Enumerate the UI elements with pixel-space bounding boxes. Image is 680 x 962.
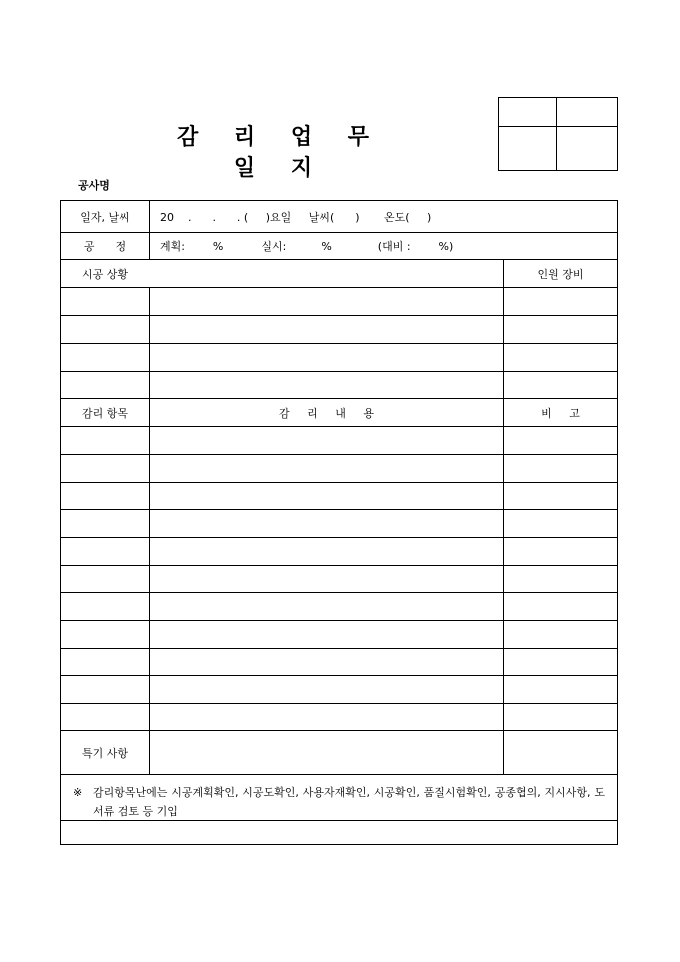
approval-cell[interactable] — [557, 127, 617, 170]
construction-cell[interactable] — [503, 344, 617, 371]
supervision-cell[interactable] — [503, 704, 617, 730]
log-sheet — [60, 200, 618, 845]
construction-cell[interactable] — [149, 344, 503, 371]
construction-cell[interactable] — [149, 372, 503, 398]
supervision-cell[interactable] — [149, 510, 503, 537]
construction-cell[interactable] — [61, 288, 149, 315]
construction-cell[interactable] — [149, 316, 503, 343]
supervision-cell[interactable] — [149, 593, 503, 620]
special-remarks-side[interactable] — [503, 731, 617, 774]
construction-cell[interactable] — [503, 372, 617, 398]
remarks-label: 비 고 — [503, 399, 617, 426]
construction-cell[interactable] — [503, 316, 617, 343]
instruction-note — [73, 783, 605, 821]
approval-cell[interactable] — [499, 98, 557, 127]
supervision-cell[interactable] — [149, 621, 503, 648]
reference-mark-icon: ※ — [73, 786, 83, 799]
supervision-cell[interactable] — [149, 483, 503, 509]
construction-header-row — [61, 259, 617, 287]
supervision-cell[interactable] — [503, 621, 617, 648]
supervision-cell[interactable] — [149, 676, 503, 703]
supervision-cell[interactable] — [61, 649, 149, 675]
construction-row — [61, 315, 617, 343]
supervision-cell[interactable] — [149, 455, 503, 482]
note-text: 감리항목난에는 시공계획확인, 시공도확인, 사용자재확인, 시공확인, 품질시험확인, 공종협의, 지시사항, 도서류 검토 등 기입 — [93, 786, 605, 818]
supervision-row — [61, 482, 617, 509]
process-row — [61, 232, 617, 259]
supervision-cell[interactable] — [61, 427, 149, 454]
supervision-cell[interactable] — [503, 427, 617, 454]
supervision-row — [61, 648, 617, 675]
construction-cell[interactable] — [149, 288, 503, 315]
construction-row — [61, 287, 617, 315]
supervision-row — [61, 426, 617, 454]
supervision-row — [61, 675, 617, 703]
personnel-equipment-label: 인원 장비 — [503, 260, 617, 287]
special-remarks-row — [61, 730, 617, 774]
supervision-cell[interactable] — [149, 427, 503, 454]
construction-row — [61, 343, 617, 371]
supervision-cell[interactable] — [503, 538, 617, 565]
supervision-cell[interactable] — [61, 566, 149, 592]
special-remarks-label: 특기 사항 — [81, 746, 128, 760]
date-row — [61, 201, 617, 232]
supervision-cell[interactable] — [61, 538, 149, 565]
supervision-row — [61, 592, 617, 620]
process-field[interactable] — [149, 233, 617, 259]
supervision-row — [61, 509, 617, 537]
supervision-row — [61, 454, 617, 482]
supervision-content-label: 감 리 내 용 — [149, 399, 503, 426]
date-weather-field[interactable]: 20 . . . ( )요일 날씨( ) 온도( ) — [149, 201, 617, 232]
supervision-row — [61, 565, 617, 592]
approval-box — [498, 97, 618, 171]
approval-cell[interactable] — [557, 98, 617, 127]
special-remarks-field[interactable] — [149, 731, 503, 774]
supervision-cell[interactable] — [149, 566, 503, 592]
bottom-blank-row[interactable] — [61, 820, 617, 844]
process-label: 공 정 — [83, 240, 127, 253]
supervision-cell[interactable] — [61, 676, 149, 703]
supervision-cell[interactable] — [61, 483, 149, 509]
supervision-cell[interactable] — [149, 538, 503, 565]
supervision-cell[interactable] — [61, 455, 149, 482]
supervision-cell[interactable] — [503, 676, 617, 703]
construction-cell[interactable] — [61, 344, 149, 371]
supervision-item-label: 감리 항목 — [81, 406, 128, 420]
construction-cell[interactable] — [503, 288, 617, 315]
approval-cell[interactable] — [499, 127, 557, 170]
plan-percent: 계획: % — [160, 240, 224, 253]
supervision-cell[interactable] — [503, 566, 617, 592]
construction-cell[interactable] — [61, 316, 149, 343]
supervision-cell[interactable] — [61, 621, 149, 648]
supervision-cell[interactable] — [61, 704, 149, 730]
supervision-cell[interactable] — [61, 593, 149, 620]
note-row — [61, 774, 617, 820]
date-label: 일자, 날씨 — [80, 210, 130, 224]
supervision-cell[interactable] — [503, 649, 617, 675]
construction-header-blank — [149, 260, 503, 287]
supervision-cell[interactable] — [149, 649, 503, 675]
supervision-cell[interactable] — [61, 510, 149, 537]
project-name-label: 공사명 — [78, 179, 110, 192]
supervision-cell[interactable] — [503, 593, 617, 620]
ratio-percent: (대비 : %) — [377, 240, 454, 253]
actual-percent: 실시: % — [261, 240, 332, 253]
construction-status-label: 시공 상황 — [81, 267, 128, 281]
document-title: 감 리 업 무 일 지 — [177, 124, 383, 181]
construction-cell[interactable] — [61, 372, 149, 398]
supervision-header-row — [61, 398, 617, 426]
construction-row — [61, 371, 617, 398]
supervision-row — [61, 620, 617, 648]
supervision-cell[interactable] — [503, 510, 617, 537]
supervision-row — [61, 703, 617, 730]
supervision-cell[interactable] — [503, 483, 617, 509]
supervision-cell[interactable] — [149, 704, 503, 730]
supervision-row — [61, 537, 617, 565]
supervision-cell[interactable] — [503, 455, 617, 482]
